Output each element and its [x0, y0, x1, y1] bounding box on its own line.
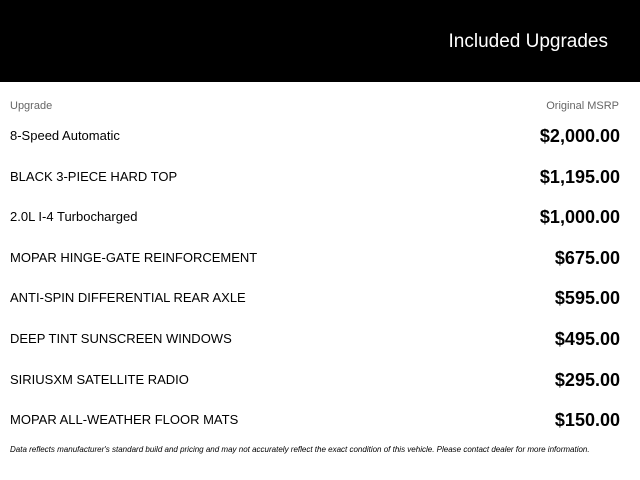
upgrade-name: MOPAR ALL-WEATHER FLOOR MATS — [10, 412, 239, 428]
upgrade-name: DEEP TINT SUNSCREEN WINDOWS — [10, 330, 232, 346]
upgrade-price: $1,000.00 — [539, 207, 620, 228]
upgrade-name: MOPAR HINGE-GATE REINFORCEMENT — [10, 249, 258, 265]
upgrade-name: ANTI-SPIN DIFFERENTIAL REAR AXLE — [10, 290, 246, 306]
upgrade-row — [0, 196, 640, 237]
upgrade-price: $295.00 — [554, 369, 620, 390]
upgrade-row — [0, 156, 640, 197]
upgrade-name: BLACK 3-PIECE HARD TOP — [10, 168, 178, 184]
upgrade-row — [0, 237, 640, 278]
upgrade-row — [0, 399, 640, 440]
upgrade-price: $150.00 — [554, 410, 620, 431]
upgrade-price: $495.00 — [554, 328, 620, 349]
upgrade-row — [0, 359, 640, 400]
upgrade-name: 2.0L I-4 Turbocharged — [10, 209, 138, 225]
upgrades-list — [0, 115, 640, 440]
upgrade-price: $2,000.00 — [539, 126, 620, 146]
header-bar — [0, 0, 640, 82]
upgrade-price: $1,195.00 — [539, 166, 620, 187]
disclaimer-text: Data reflects manufacturer's standard build and pricing and may not accurately reflect the exact condition of this vehicle. Please contact dealer for more information. — [10, 445, 590, 454]
upgrade-name: 8-Speed Automatic — [10, 128, 120, 143]
column-header-msrp: Original MSRP — [546, 100, 619, 112]
upgrade-name: SIRIUSXM SATELLITE RADIO — [10, 371, 189, 387]
upgrade-price: $595.00 — [554, 288, 620, 309]
page-title: Included Upgrades — [448, 31, 608, 52]
column-header-upgrade: Upgrade — [10, 100, 53, 112]
upgrade-price: $675.00 — [554, 247, 620, 268]
upgrade-row — [0, 277, 640, 318]
upgrade-row — [0, 115, 640, 156]
upgrade-row — [0, 318, 640, 359]
